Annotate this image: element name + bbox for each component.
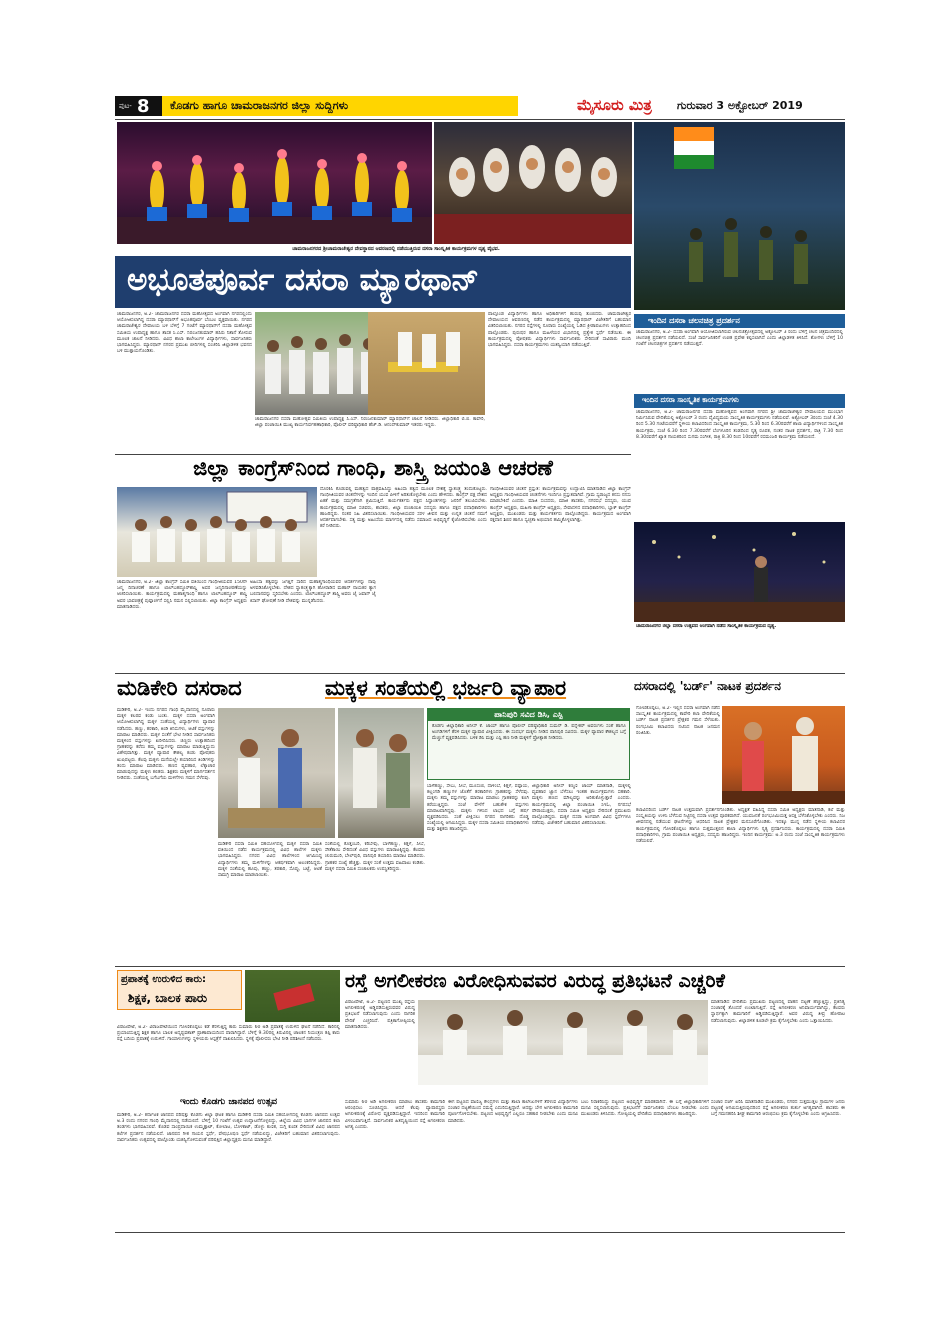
film-box-title: ಇಂದಿನ ದಸರಾ ಚಲನಚಿತ್ರ ಪ್ರದರ್ಶನ <box>648 316 740 325</box>
road-widening-headline: ರಸ್ತೆ ಅಗಲೀಕರಣ ವಿರೋಧಿಸುವವರ ವಿರುದ್ಧ ಪ್ರತಿಭಟನೆ ಎಚ್ಚರಿಕೆ <box>345 970 725 992</box>
marathon-article-col3: ಪಾಲ್ಗೊಂಡ ವಿದ್ಯಾರ್ಥಿಗಳು ಹಾಗೂ ಅಧಿಕಾರಿಗಳಿಗೆ ಹುರುಪು ತುಂಬಿದರು. ಚಾಮರಾಜೇಶ್ವರ ದೇವಾಲಯದ ಆವರಣದಲ್ಲಿ ನಡೆದ ಕಾರ್ಯಕ್ರಮದಲ್ಲಿ ಮ್ಯಾರಥಾನ್ ವಿಜೇತರಿಗೆ ಬಹುಮಾನ ವಿತರಿಸಲಾಯಿತು. ನಗರದ ರಸ್ತೆಗಳಲ್ಲಿ ನೂರಾರು ಸಂಖ್ಯೆಯಲ್ಲಿ ಓಡಿದ ಕ್ರೀಡಾಪಟುಗಳು ಉತ್ಸಾಹದಿಂದ ಪಾಲ್ಗೊಂಡರು. ಪುರುಷರ ಹಾಗೂ ಮಹಿಳೆಯರ ವಿಭಾಗದಲ್ಲಿ ಪ್ರತ್ಯೇಕ ಸ್ಪರ್ಧೆ ನಡೆಯಿತು. ಈ ಕಾರ್ಯಕ್ರಮದಲ್ಲಿ ಪೋಷಕರು ವಿದ್ಯಾರ್ಥಿಗಳು ಸಾರ್ವಜನಿಕರು ಸೇರಿದಂತೆ ಸಾವಿರಾರು ಮಂದಿ ಭಾಗವಹಿಸಿದ್ದರು. ದಸರಾ ಕಾರ್ಯಕ್ರಮಗಳು ಯಶಸ್ವಿಯಾಗಿ ನಡೆಯುತ್ತಿವೆ. <box>488 312 631 349</box>
issue-date: ಗುರುವಾರ 3 ಅಕ್ಟೋಬರ್ 2019 <box>677 99 803 112</box>
film-box-text: ಚಾಮರಾಜನಗರ, ಅ.2- ದಸರಾ ಅಂಗವಾಗಿ ಆಯೋಜಿಸಲಾಗಿರುವ ಚಲನಚಿತ್ರೋತ್ಸವದಲ್ಲಿ ಅಕ್ಟೋಬರ್ 3 ರಂದು ಬೆಳಿಗ್ಗೆ ಚಲನ ಚಿತ್ರಮಂದಿರದಲ್ಲಿ ಚಲನಚಿತ್ರ ಪ್ರದರ್ಶನ ನಡೆಯಲಿದೆ. ಸಂಜೆ ಸಾರ್ವಜನಿಕರಿಗೆ ಉಚಿತ ಪ್ರವೇಶ ಕಲ್ಪಿಸಲಾಗಿದೆ ಎಂದು ಜಿಲ್ಲಾಡಳಿತ ತಿಳಿಸಿದೆ. ಶೋಗಳು ಬೆಳಿಗ್ಗೆ 10 ಗಂಟೆಗೆ ಚಲನಚಿತ್ರಗಳ ಪ್ರದರ್ಶನ ನಡೆಯುತ್ತದೆ. <box>636 330 843 348</box>
madikeri-headline-a: ಮಡಿಕೇರಿ ದಸರಾದ <box>117 676 242 700</box>
stage-photo <box>434 122 632 244</box>
cultural-box-title-bar <box>634 394 845 408</box>
congress-headline: ಜಿಲ್ಲಾ ಕಾಂಗ್ರೆಸ್‌ನಿಂದ ಗಾಂಧಿ, ಶಾಸ್ತ್ರಿ ಜಯಂತಿ ಆಚರಣೆ <box>193 456 553 480</box>
page-number: 8 <box>137 96 150 117</box>
madikeri-article-col1: ಮಡಿಕೇರಿ, ಅ.2- ಇಂದು ನಗರದ ಗಾಂಧಿ ಮೈದಾನದಲ್ಲಿ ನೂರಾರು ಮಕ್ಕಳ ಕಲರವ ಕಂಡು ಬಂತು. ಮಕ್ಕಳ ದಸರಾ ಅಂಗವಾಗಿ ಆಯೋಜಿಸಲಾಗಿದ್ದ ಮಕ್ಕಳ ಸಂತೆಯಲ್ಲಿ ವಿದ್ಯಾರ್ಥಿಗಳು ವ್ಯಾಪಾರ ನಡೆಸಿದರು. ಹಣ್ಣು, ತರಕಾರಿ, ತಿಂಡಿ ತಿನಿಸುಗಳು, ಆಟಿಕೆ ವಸ್ತುಗಳನ್ನು ಮಾರಾಟ ಮಾಡಿದರು. ಮಕ್ಕಳ ಸಂತೆಗೆ ಭೇಟಿ ನೀಡಿದ ಸಾರ್ವಜನಿಕರು ಮಕ್ಕಳಿಂದ ವಸ್ತುಗಳನ್ನು ಖರೀದಿಸಿದರು. ಚಿಣ್ಣರು ಉತ್ಸಾಹದಿಂದ ಗ್ರಾಹಕರನ್ನು ಕರೆದು ತಮ್ಮ ವಸ್ತುಗಳನ್ನು ಮಾರಾಟ ಮಾಡುತ್ತಿದ್ದುದು ವಿಶೇಷವಾಗಿತ್ತು. ಮಕ್ಕಳ ವ್ಯಾಪಾರ ಕೌಶಲ್ಯ ಕಂಡು ಪೋಷಕರು ಖುಷಿಪಟ್ಟರು. ಕೆಲವು ಮಕ್ಕಳು ಮನೆಯಲ್ಲೇ ತಯಾರಿಸಿದ ತಿಂಡಿಗಳನ್ನು ತಂದು ಮಾರಾಟ ಮಾಡಿದರು. ಹಣದ ವ್ಯವಹಾರ, ಲೆಕ್ಕಾಚಾರ ಮಾಡುವುದನ್ನು ಮಕ್ಕಳು ಕಲಿತರು. ಶಿಕ್ಷಕರು ಮಕ್ಕಳಿಗೆ ಮಾರ್ಗದರ್ಶನ ನೀಡಿದರು. ಸಂತೆಯಲ್ಲಿ ಬಗೆಬಗೆಯ ಮಳಿಗೆಗಳು ಗಮನ ಸೆಳೆದವು. <box>117 708 215 782</box>
congress-article-col1: ಚಾಮರಾಜನಗರ, ಅ.2- ಜಿಲ್ಲಾ ಕಾಂಗ್ರೆಸ್ ಸಮಿತಿ ವತಿಯಿಂದ ಗಾಂಧೀಜಿಯವರ 150ನೇ ಜನ್ಮ ದಿನಾಚರಣೆ ಹಾಗೂ ಲಾಲ್‌ಬಹದ್ದೂರ್‌ಶಾಸ್ತ್ರಿ ಅವರ ಜನ್ಮದಿನಾಚರಣೆಯನ್ನು ಆಚರಿಸಲಾಯಿತು. ಕಾರ್ಯಕ್ರಮದಲ್ಲಿ ಮಹಾತ್ಮಗಾಂಧಿ ಹಾಗೂ ಲಾಲ್‌ಬಹದ್ದೂರ್ ಶಾಸ್ತ್ರಿ ಅವರ ಭಾವಚಿತ್ರಕ್ಕೆ ಪುಷ್ಪಾರ್ಚನೆ ಸಲ್ಲಿಸಿ ನಮನ ಸಲ್ಲಿಸಲಾಯಿತು. ಜಿಲ್ಲಾ ಕಾಂಗ್ರೆಸ್ ಅಧ್ಯಕ್ಷರು ಮಾತನಾಡಿದರು. <box>117 580 247 610</box>
madikeri-headline-b: ಮಕ್ಕಳ ಸಂತೆಯಲ್ಲಿ ಭರ್ಜರಿ ವ್ಯಾಪಾರ <box>325 676 567 700</box>
top-photo-caption: ಚಾಮರಾಜನಗರದ ಶ್ರೀಚಾಮರಾಜೇಶ್ವರ ದೇವಸ್ಥಾನದ ಆವರಣದಲ್ಲಿ ನಡೆಯುತ್ತಿರುವ ದಸರಾ ಸಾಂಸ್ಕೃತಿಕ ಕಾರ್ಯಕ್ರಮಗಳ ದೃಶ್ಯ ವೈಭವ. <box>292 246 500 252</box>
bird-drama-headline: ದಸರಾದಲ್ಲಿ 'ಬರ್ಡ್' ನಾಟಕ ಪ್ರದರ್ಶನ <box>634 679 781 693</box>
road-article-col2: ಮಾತನಾಡಿದ ವೇದಿಕೆಯ ಪ್ರಮುಖರು ಪಟ್ಟಣದಲ್ಲಿ ವಾಹನ ದಟ್ಟಣೆ ಹೆಚ್ಚುತ್ತಿದ್ದು, ಪ್ರತಿನಿತ್ಯ ಸಂಚಾರಕ್ಕೆ ತೊಂದರೆ ಉಂಟಾಗುತ್ತಿದೆ. ರಸ್ತೆ ಅಗಲೀಕರಣ ಅನಿವಾರ್ಯವಾಗಿದ್ದು, ಕೆಲವರು ಸ್ವಾರ್ಥಕ್ಕಾಗಿ ಕಾಮಗಾರಿಗೆ ಅಡ್ಡಿಪಡಿಸುತ್ತಿದ್ದಾರೆ. ಅವರ ವಿರುದ್ಧ ತೀವ್ರ ಹೋರಾಟ ನಡೆಸಲಾಗುವುದು. ಜಿಲ್ಲಾಡಳಿತ ಕೂಡಲೇ ಕ್ರಮ ಕೈಗೊಳ್ಳಬೇಕು ಎಂದು ಒತ್ತಾಯಿಸಿದರು. <box>711 1000 845 1024</box>
road-article-col3: ಸುಮಾರು 60 ಅಡಿ ಅಗಲೀಕರಣ ಮಾಡಲು ಶಾಸಕರು ಕಾಮಗಾರಿ ಆರಂಭಿಸಲು ಸೂಚಿಸಿದ್ದರು. ಆದರೆ ಕೆಲವು ವ್ಯಾಪಾರಸ್ಥರು ಅಗಲೀಕರಣಕ್ಕೆ ವಿರೋಧ ವ್ಯಕ್ತಪಡಿಸುತ್ತಿದ್ದಾರೆ. ಇದರಿಂದ ಕಾಮಗಾರಿ ವಿಳಂಬವಾಗುತ್ತಿದೆ. ಸಾರ್ವಜನಿಕರ ಹಿತದೃಷ್ಟಿಯಿಂದ ರಸ್ತೆ ಅಗಲೀಕರಣ ಅಗತ್ಯ ಎಂದರು. <box>345 1100 445 1130</box>
congress-article-col2: ಅಹಿಂಸಾ ತತ್ವವನ್ನು ಜಗತ್ತಿಗೆ ಸಾರಿದ ಮಹಾತ್ಮಗಾಂಧಿಯವರ ಆದರ್ಶಗಳನ್ನು ನಾವು ಅಳವಡಿಸಿಕೊಳ್ಳಬೇಕು. ದೇಶದ ಸ್ವಾತಂತ್ರ್ಯಕ್ಕಾಗಿ ಹೋರಾಡಿದ ಮಹಾನ್ ನಾಯಕರ ತ್ಯಾಗ ಬಲಿದಾನವನ್ನು ಸ್ಮರಿಸಬೇಕು ಎಂದರು. ಲಾಲ್‌ಬಹದ್ದೂರ್ ಶಾಸ್ತ್ರಿ ಅವರು ಜೈ ಜವಾನ್ ಜೈ ಕಿಸಾನ್ ಘೋಷಣೆ ನೀಡಿ ದೇಶವನ್ನು ಮುನ್ನಡೆಸಿದರು. <box>250 580 376 604</box>
masthead: ಮೈಸೂರು ಮಿತ್ರ <box>577 96 652 114</box>
congress-photo <box>117 487 317 577</box>
accident-headline-line2: ಶಿಕ್ಷಕ, ಬಾಲಕ ಪಾರು <box>128 991 208 1005</box>
accident-top-rule <box>115 966 845 967</box>
marathon-article-col1: ಚಾಮರಾಜನಗರ, ಅ.2- ಚಾಮರಾಜನಗರ ದಸರಾ ಮಹೋತ್ಸವದ ಅಂಗವಾಗಿ ನಗರದಲ್ಲಿಂದು ಆಯೋಜಿಸಲಾಗಿದ್ದ ದಸರಾ ಮ್ಯಾರಥಾನ್‌ಗೆ ಅಭೂತಪೂರ್ವ ಬೆಂಬಲ ವ್ಯಕ್ತವಾಯಿತು. ನಗರದ ಚಾಮರಾಜೇಶ್ವರ ದೇವಾಲಯ ಬಳಿ ಬೆಳಿಗ್ಗೆ 7 ಗಂಟೆಗೆ ಮ್ಯಾರಥಾನ್‌ಗೆ ದಸರಾ ಮಹೋತ್ಸವ ಸಮಿತಿಯ ಉಪಾಧ್ಯಕ್ಷ ಹಾಗೂ ಶಾಸಕ ಸಿ.ಎಸ್. ನಿರಂಜನಕುಮಾರ್ ಹಸಿರು ನಿಶಾನೆ ತೋರುವ ಮೂಲಕ ಚಾಲನೆ ನೀಡಿದರು. ವಿವಿಧ ಶಾಲಾ ಕಾಲೇಜುಗಳ ವಿದ್ಯಾರ್ಥಿಗಳು, ಸಾರ್ವಜನಿಕರು ಭಾಗವಹಿಸಿದ್ದರು. ಮ್ಯಾರಥಾನ್ ನಗರದ ಪ್ರಮುಖ ಬೀದಿಗಳಲ್ಲಿ ಸಂಚರಿಸಿ ಜಿಲ್ಲಾಡಳಿತ ಭವನದ ಬಳಿ ಮುಕ್ತಾಯಗೊಂಡಿತು. <box>117 312 252 355</box>
bird-drama-article-col2: ಕಲಾವಿದರಿಂದ ಬರ್ಡ್ ನಾಟಕ ಉತ್ತಮವಾಗಿ ಪ್ರದರ್ಶನಗೊಂಡಿತು. ಅಧ್ಯಕ್ಷತೆ ವಹಿಸಿದ್ದ ದಸರಾ ಸಮಿತಿ ಅಧ್ಯಕ್ಷರು ಮಾತನಾಡಿ, ಕಲೆ ಮತ್ತು ಸಂಸ್ಕೃತಿಯನ್ನು ಉಳಿಸಿ ಬೆಳೆಸುವ ನಿಟ್ಟಿನಲ್ಲಿ ದಸರಾ ಉತ್ಸವ ಪೂರಕವಾಗಿದೆ. ಯುವಜನತೆ ರಂಗಭೂಮಿಯತ್ತ ಆಸಕ್ತಿ ಬೆಳೆಸಿಕೊಳ್ಳಬೇಕು ಎಂದರು. ನಿಜ ಜೀವನದಲ್ಲಿ ನಡೆಯುವ ಘಟನೆಗಳನ್ನು ಆಧರಿಸಿದ ನಾಟಕ ಪ್ರೇಕ್ಷಕರ ಮನಸೂರೆಗೊಂಡಿತು. ಇದಕ್ಕೂ ಮುನ್ನ ನಡೆದ ಸ್ಥಳೀಯ ಕಲಾವಿದರ ಕಾರ್ಯಕ್ರಮದಲ್ಲಿ ಗೋಣಿಕೊಪ್ಪಲು ಹಾಗೂ ಸುತ್ತಮುತ್ತಲಿನ ಶಾಲಾ ವಿದ್ಯಾರ್ಥಿಗಳು ನೃತ್ಯ ಪ್ರದರ್ಶಿಸಿದರು. ಕಾರ್ಯಕ್ರಮದಲ್ಲಿ ದಸರಾ ಸಮಿತಿ ಪದಾಧಿಕಾರಿಗಳು, ಗ್ರಾಮ ಪಂಚಾಯಿತಿ ಅಧ್ಯಕ್ಷರು, ಸದಸ್ಯರು ಹಾಜರಿದ್ದರು. ಇಂದಿನ ಕಾರ್ಯಕ್ರಮ: ಅ.3 ರಂದು ಸಂಜೆ ಸಾಂಸ್ಕೃತಿಕ ಕಾರ್ಯಕ್ರಮಗಳು ನಡೆಯಲಿವೆ. <box>636 808 845 845</box>
folk-festival-headline: ಇಂದು ಕೊಡಗು ಜಾನಪದ ಉತ್ಸವ <box>179 1097 278 1107</box>
madikeri-article-col3: ಸಂತೆಯಲ್ಲಿ ಕೊತ್ತಂಬರಿ, ಕರಿಬೇವು, ಬಾಳೆಹಣ್ಣು, ಕಿತ್ತಳೆ, ಸೀಬೆ, ಸೌತೆಕಾಯಿ ಸೇರಿದಂತೆ ವಿವಿಧ ವಸ್ತುಗಳು ಮಾರಾಟಕ್ಕಿದ್ದವು. ಕೆಲವರು ಚುರುಮುರಿ, ಬೇಲ್‌ಪುರಿ, ಪಾನಿಪುರಿ ತಯಾರಿಸಿ ಮಾರಾಟ ಮಾಡಿದರು. ಗ್ರಾಹಕರ ಸಂಖ್ಯೆ ಹೆಚ್ಚಿತ್ತು. ಮಕ್ಕಳ ಸಂತೆ ಉತ್ತಮ ವಹಿವಾಟು ಕಂಡಿತು. ಮಕ್ಕಳ ದಸರಾ ಸಮಿತಿ ಸಂಚಾಲಕರು ಉಪಸ್ಥಿತರಿದ್ದರು. <box>325 842 425 872</box>
road-article-col1: ವಿರಾಜಪೇಟೆ, ಅ.2- ಪಟ್ಟಣದ ಮುಖ್ಯ ರಸ್ತೆಯ ಅಗಲೀಕರಣಕ್ಕೆ ಅಡ್ಡಿಪಡಿಸುತ್ತಿರುವವರ ವಿರುದ್ಧ ಪ್ರತಿಭಟನೆ ನಡೆಸಲಾಗುವುದು ಎಂದು ನಾಗರಿಕ ವೇದಿಕೆ ಎಚ್ಚರಿಸಿದೆ. ಪತ್ರಿಕಾಗೋಷ್ಠಿಯಲ್ಲಿ ಮಾತನಾಡಿದರು. <box>345 1000 415 1030</box>
concert-caption: ಚಾಮರಾಜನಗರ ಜಿಲ್ಲಾ ದಸರಾ ಉತ್ಸವದ ಅಂಗವಾಗಿ ನಡೆದ ಸಾಂಸ್ಕೃತಿಕ ಕಾರ್ಯಕ್ರಮದ ದೃಶ್ಯ. <box>636 624 777 629</box>
marathon-headline-bar <box>115 256 631 308</box>
film-box-title-bar <box>634 314 845 328</box>
madikeri-article-col5: ಜಿಲ್ಲಾಧಿಕಾರಿ ಅನೀಸ್ ಕಣ್ಮಣಿ ಜಾಯ್ ಮಾತನಾಡಿ, ಮಕ್ಕಳಲ್ಲಿ ವ್ಯವಹಾರ ಜ್ಞಾನ ಬೆಳೆಸಲು ಇಂತಹ ಕಾರ್ಯಕ್ರಮಗಳು ಸಹಕಾರಿ. ಮಕ್ಕಳು ಹಣದ ಮೌಲ್ಯವನ್ನು ಅರಿತುಕೊಳ್ಳುತ್ತಾರೆ ಎಂದರು. ಕಾರ್ಯಕ್ರಮದಲ್ಲಿ ಜಿಲ್ಲಾ ಪಂಚಾಯಿತಿ ಸಿಇಓ, ನಗರಸಭೆ ಪೌರಾಯುಕ್ತರು, ದಸರಾ ಸಮಿತಿ ಅಧ್ಯಕ್ಷರು ಸೇರಿದಂತೆ ಪ್ರಮುಖರು ಪಾಲ್ಗೊಂಡಿದ್ದರು. ಮಕ್ಕಳ ದಸರಾ ಅಂಗವಾಗಿ ವಿವಿಧ ಸ್ಪರ್ಧೆಗಳೂ ನಡೆದವು. ವಿಜೇತರಿಗೆ ಬಹುಮಾನ ವಿತರಿಸಲಾಯಿತು. <box>532 784 631 827</box>
officials-photo <box>338 708 424 838</box>
bird-drama-article-col1: ಗೋಣಿಕೊಪ್ಪಲು, ಅ.2- ಇಲ್ಲಿನ ದಸರಾ ಅಂಗವಾಗಿ ನಡೆದ ಸಾಂಸ್ಕೃತಿಕ ಕಾರ್ಯಕ್ರಮದಲ್ಲಿ ಕಾವೇರಿ ಕಲಾ ವೇದಿಕೆಯಲ್ಲಿ ಬರ್ಡ್ ನಾಟಕ ಪ್ರದರ್ಶನ ಪ್ರೇಕ್ಷಕರ ಗಮನ ಸೆಳೆಯಿತು. ರಂಗಭೂಮಿ ಕಲಾವಿದರು ನಟಿಸಿದ ನಾಟಕ ಜನಮನ ರಂಜಿಸಿತು. <box>636 706 720 736</box>
panipuri-box-title: ಪಾನಿಪುರಿ ಸವಿದ ಡಿಸಿ, ಎಸ್ಪಿ <box>428 709 629 721</box>
road-article-col6: ಸಂಚಾರ ದರ್ಜೆ ಏರಿಸಿ ಮಾತನಾಡಿದ ಮುಖಂಡರು, ನಗರದ ಸುತ್ತಮುತ್ತಲ ಗ್ರಾಮಗಳ ಜನರು ಪಟ್ಟಣಕ್ಕೆ ಆಗಮಿಸುತ್ತಿರುವುದರಿಂದ ರಸ್ತೆ ಅಗಲೀಕರಣ ತುರ್ತು ಅಗತ್ಯವಾಗಿದೆ. ಶಾಸಕರು ಈ ಬಗ್ಗೆ ಗಮನಹರಿಸಿ ಶೀಘ್ರ ಕಾಮಗಾರಿ ಆರಂಭಿಸಲು ಕ್ರಮ ಕೈಗೊಳ್ಳಬೇಕು ಎಂದು ಆಗ್ರಹಿಸಿದರು. <box>711 1100 845 1118</box>
congress-top-rule <box>115 454 631 455</box>
page-number-badge <box>115 96 162 116</box>
army-dance-photo <box>634 122 845 310</box>
accident-headline-line1: ಪ್ರಪಾತಕ್ಕೆ ಉರುಳಿದ ಕಾರು: <box>121 974 207 985</box>
page-bottom-rule <box>115 1232 845 1233</box>
panipuri-box <box>427 708 630 780</box>
madikeri-article-col4: ಬಾಳೆಹಣ್ಣು, ಸೇಬು, ಸೀಬೆ, ಮೂಸಂಬಿ, ದಾಳಿಂಬೆ, ಕಿತ್ತಳೆ, ಪಪ್ಪಾಯ, ಕಲ್ಲಂಗಡಿ ಹಣ್ಣುಗಳ ಜೊತೆಗೆ ತರಕಾರಿಗಳು ಗ್ರಾಹಕರನ್ನು ಸೆಳೆದವು. ಮಕ್ಕಳು ತಮ್ಮ ವಸ್ತುಗಳನ್ನು ಮಾರಾಟ ಮಾಡಲು ಗ್ರಾಹಕರನ್ನು ಕೂಗಿ ಕರೆಯುತ್ತಿದ್ದರು. ಸಂಜೆ ವೇಳೆಗೆ ಬಹುತೇಕ ವಸ್ತುಗಳು ಮಾರಾಟವಾಗಿದ್ದವು. ಮಕ್ಕಳು ಗಳಿಸಿದ ಲಾಭದ ಬಗ್ಗೆ ಹರ್ಷ ವ್ಯಕ್ತಪಡಿಸಿದರು. ಸಂತೆ ವೀಕ್ಷಿಸಲು ನಗರದ ನಾಗರಿಕರು ದೊಡ್ಡ ಸಂಖ್ಯೆಯಲ್ಲಿ ಆಗಮಿಸಿದ್ದರು. ಮಕ್ಕಳ ದಸರಾ ಸಮಿತಿಯ ಪದಾಧಿಕಾರಿಗಳು ಮತ್ತು ಶಿಕ್ಷಕರು ಹಾಜರಿದ್ದರು. <box>427 784 529 833</box>
accident-headline-box <box>117 970 242 1010</box>
children-market-photo <box>218 708 335 838</box>
accident-article: ವಿರಾಜಪೇಟೆ, ಅ.2- ವಿರಾಜಪೇಟೆಯಿಂದ ಗೋಣಿಕೊಪ್ಪಲು ಕಡೆ ತೆರಳುತ್ತಿದ್ದ ಕಾರು ಸುಮಾರು 60 ಅಡಿ ಪ್ರಪಾತಕ್ಕೆ ಉರುಳಿದ ಘಟನೆ ನಡೆದಿದೆ. ಕಾರಿನಲ್ಲಿ ಪ್ರಯಾಣಿಸುತ್ತಿದ್ದ ಶಿಕ್ಷಕ ಹಾಗೂ ಬಾಲಕ ಅದೃಷ್ಟವಶಾತ್ ಪ್ರಾಣಾಪಾಯದಿಂದ ಪಾರಾಗಿದ್ದಾರೆ. ಬೆಳಿಗ್ಗೆ 9.30ರಲ್ಲಿ ತಿರುವಿನಲ್ಲಿ ಚಾಲಕನ ನಿಯಂತ್ರಣ ತಪ್ಪಿ ಕಾರು ರಸ್ತೆ ಬದಿಯ ಪ್ರಪಾತಕ್ಕೆ ಉರುಳಿದೆ. ಗಾಯಾಳುಗಳನ್ನು ಸ್ಥಳೀಯರು ಆಸ್ಪತ್ರೆಗೆ ದಾಖಲಿಸಿದರು. ಸ್ಥಳಕ್ಕೆ ಪೊಲೀಸರು ಭೇಟಿ ನೀಡಿ ಪರಿಶೀಲನೆ ನಡೆಸಿದರು. <box>117 1025 340 1043</box>
accident-photo <box>245 970 340 1022</box>
madikeri-article-col2: ಮಡಿಕೇರಿ ದಸರಾ ಸಮಿತಿ ಸಹಯೋಗದಲ್ಲಿ ಮಕ್ಕಳ ದಸರಾ ಸಮಿತಿ ವತಿಯಿಂದ ನಡೆದ ಕಾರ್ಯಕ್ರಮದಲ್ಲಿ ವಿವಿಧ ಶಾಲೆಗಳ ಮಕ್ಕಳು ಭಾಗವಹಿಸಿದ್ದರು. ನಗರದ ವಿವಿಧ ಶಾಲೆಗಳಿಂದ ಆಗಮಿಸಿದ್ದ ವಿದ್ಯಾರ್ಥಿಗಳು ತಮ್ಮ ಮಳಿಗೆಗಳನ್ನು ಆಕರ್ಷಕವಾಗಿ ಅಲಂಕರಿಸಿದ್ದರು. ಮಕ್ಕಳ ಸಂತೆಯಲ್ಲಿ ಹೂವು, ಹಣ್ಣು, ತರಕಾರಿ, ಸೊಪ್ಪು, ಬಟ್ಟೆ, ಆಟಿಕೆ ಸಾಮಗ್ರಿ ಮಾರಾಟ ಮಾಡಲಾಯಿತು. <box>218 842 322 879</box>
dance-photo <box>117 122 432 244</box>
page-header <box>115 96 845 118</box>
section-title: ಕೊಡಗು ಹಾಗೂ ಚಾಮರಾಜನಗರ ಜಿಲ್ಲಾ ಸುದ್ದಿಗಳು <box>170 99 349 112</box>
cultural-box-text: ಚಾಮರಾಜನಗರ, ಅ.2- ಚಾಮರಾಜನಗರ ದಸರಾ ಮಹೋತ್ಸವದ ಅಂಗವಾಗಿ ನಗರದ ಶ್ರೀ ಚಾಮರಾಜೇಶ್ವರ ದೇವಾಲಯದ ಮುಂಭಾಗ ನಿರ್ಮಿಸಿರುವ ವೇದಿಕೆಯಲ್ಲಿ ಅಕ್ಟೋಬರ್ 3 ರಂದು ವೈವಿಧ್ಯಮಯ ಸಾಂಸ್ಕೃತಿಕ ಕಾರ್ಯಕ್ರಮಗಳು ನಡೆಯಲಿವೆ. ಅಕ್ಟೋಬರ್ 3ರಂದು ಸಂಜೆ 4.30 ರಿಂದ 5.30 ಗಂಟೆಯವರೆಗೆ ಸ್ಥಳೀಯ ಕಲಾವಿದರಿಂದ ಸಾಂಸ್ಕೃತಿಕ ಕಾರ್ಯಕ್ರಮ, 5.30 ರಿಂದ 6.30ರವರೆಗೆ ಶಾಲಾ ವಿದ್ಯಾರ್ಥಿಗಳಿಂದ ಸಾಂಸ್ಕೃತಿಕ ಕಾರ್ಯಕ್ರಮ, ಸಂಜೆ 6.30 ರಿಂದ 7.30ರವರೆಗೆ ಬೆಂಗಳೂರಿನ ತಂಡದಿಂದ ನೃತ್ಯ ರೂಪಕ, ನಂತರ ನಾಟಕ ಪ್ರದರ್ಶನ, ರಾತ್ರಿ 7.30 ರಿಂದ 8.30ರವರೆಗೆ ಖ್ಯಾತ ಗಾಯಕರಿಂದ ಸುಗಮ ಸಂಗೀತ, ರಾತ್ರಿ 8.30 ರಿಂದ 10ರವರೆಗೆ ರಸಮಂಜರಿ ಕಾರ್ಯಕ್ರಮ ನಡೆಯಲಿದೆ. <box>636 410 843 440</box>
folk-festival-article: ಮಡಿಕೇರಿ, ಅ.2- ಕರ್ನಾಟಕ ಜಾನಪದ ಪರಿಷತ್ತು ಕೊಡಗು ಜಿಲ್ಲಾ ಘಟಕ ಹಾಗೂ ಮಡಿಕೇರಿ ದಸರಾ ಸಮಿತಿ ಸಹಯೋಗದಲ್ಲಿ ಕೊಡಗು ಜಾನಪದ ಉತ್ಸವ ಅ.3 ರಂದು ನಗರದ ಗಾಂಧಿ ಮೈದಾನದಲ್ಲಿ ನಡೆಯಲಿದೆ. ಬೆಳಿಗ್ಗೆ 10 ಗಂಟೆಗೆ ಉತ್ಸವ ಉದ್ಘಾಟನೆಗೊಳ್ಳಲಿದ್ದು, ಜಿಲ್ಲೆಯ ವಿವಿಧ ಭಾಗಗಳ ಜಾನಪದ ಕಲಾ ತಂಡಗಳು ಭಾಗವಹಿಸಲಿವೆ. ಕೊಡವ ಸಾಂಪ್ರದಾಯಿಕ ಉಮ್ಮತ್ತಾಟ್, ಕೋಲಾಟ, ಬೊಳಕಾಟ್, ಡೊಳ್ಳು ಕುಣಿತ, ಸುಗ್ಗಿ ಕುಣಿತ ಸೇರಿದಂತೆ ವಿವಿಧ ಜಾನಪದ ಕಲೆಗಳ ಪ್ರದರ್ಶನ ನಡೆಯಲಿದೆ. ಜಾನಪದ ಗೀತ ಗಾಯನ ಸ್ಪರ್ಧೆ, ವೇಷಭೂಷಣ ಸ್ಪರ್ಧೆ ನಡೆಯಲಿದ್ದು, ವಿಜೇತರಿಗೆ ಬಹುಮಾನ ವಿತರಿಸಲಾಗುವುದು. ಸಾರ್ವಜನಿಕರು ಉತ್ಸವದಲ್ಲಿ ಪಾಲ್ಗೊಂಡು ಯಶಸ್ವಿಗೊಳಿಸುವಂತೆ ಪರಿಷತ್ತಿನ ಜಿಲ್ಲಾಧ್ಯಕ್ಷರು ಮನವಿ ಮಾಡಿದ್ದಾರೆ. <box>117 1113 340 1143</box>
congress-article-col3: ದೊರಕಿಸಿ ಕೊಡುವಲ್ಲಿ ಮಹತ್ವದ ಪಾತ್ರವಹಿಸಿದ್ದು ಅಹಿಂಸಾ ತತ್ವದ ಮೂಲಕ ದೇಶಕ್ಕೆ ಸ್ವಾತಂತ್ರ್ಯ ತಂದುಕೊಟ್ಟರು. ಗಾಂಧೀಜಿಯವರ ಚಿಂತನೆಗಳನ್ನು ಇಂದಿನ ಯುವ ಪೀಳಿಗೆ ಅರಿತುಕೊಳ್ಳಬೇಕು ಎಂದು ಹೇಳಿದರು. ಕಾಂಗ್ರೆಸ್ ಪಕ್ಷ ದೇಶದ ಏಕತೆ ಮತ್ತು ಸಮಗ್ರತೆಗಾಗಿ ಶ್ರಮಿಸುತ್ತಿದೆ. ಕಾರ್ಯಕರ್ತರು ಪಕ್ಷದ ಸಿದ್ಧಾಂತಗಳನ್ನು ಜನರಿಗೆ ತಲುಪಿಸಬೇಕು. ಕಾರ್ಯಕ್ರಮದಲ್ಲಿ ಮಾಜಿ ಸಚಿವರು, ಶಾಸಕರು, ಜಿಲ್ಲಾ ಪಂಚಾಯಿತಿ ಸದಸ್ಯರು ಹಾಗೂ ಪಕ್ಷದ ಪದಾಧಿಕಾರಿಗಳು ಹಾಜರಿದ್ದರು. ನಂತರ ಸಿಹಿ ವಿತರಿಸಲಾಯಿತು. ಗಾಂಧೀಜಿಯವರ ಸರಳ ಜೀವನ ಮತ್ತು ಉನ್ನತ ಚಿಂತನೆ ನಮಗೆ ಆದರ್ಶವಾಗಬೇಕು. ಸತ್ಯ ಮತ್ತು ಅಹಿಂಸೆಯ ಮಾರ್ಗದಲ್ಲಿ ನಡೆದು ಸಮಾಜದ ಅಭಿವೃದ್ಧಿಗೆ ಕೈಜೋಡಿಸಬೇಕು ಎಂದು ಕರೆ ನೀಡಿದರು. <box>320 487 487 530</box>
press-meet-photo <box>418 1000 708 1085</box>
marathon-article-col2: ಚಾಮರಾಜನಗರ ದಸರಾ ಮಹೋತ್ಸವ ಸಮಿತಿಯ ಉಪಾಧ್ಯಕ್ಷ ಸಿ.ಎಸ್. ನಿರಂಜನಕುಮಾರ್ ಮ್ಯಾರಥಾನ್‌ಗೆ ಚಾಲನೆ ನೀಡಿದರು. ಜಿಲ್ಲಾಧಿಕಾರಿ ಬಿ.ಬಿ. ಕಾವೇರಿ, ಜಿಲ್ಲಾ ಪಂಚಾಯಿತಿ ಮುಖ್ಯ ಕಾರ್ಯನಿರ್ವಹಣಾಧಿಕಾರಿ, ಪೊಲೀಸ್ ವರಿಷ್ಠಾಧಿಕಾರಿ ಹೆಚ್.ಡಿ. ಆನಂದ್‌ಕುಮಾರ್ ಇತರರು ಇದ್ದರು. <box>255 417 485 429</box>
concert-photo <box>634 522 845 622</box>
marathon-road-photo <box>368 312 485 415</box>
section-title-bar <box>162 96 518 116</box>
madikeri-top-rule <box>115 673 845 674</box>
header-rule <box>115 119 845 120</box>
bird-drama-photo <box>722 706 845 804</box>
page-label: ಪುಟ- <box>119 102 132 110</box>
marathon-headline: ಅಭೂತಪೂರ್ವ ದಸರಾ ಮ್ಯಾರಥಾನ್ <box>127 262 479 298</box>
panipuri-box-text: ಕೊಡಗು ಜಿಲ್ಲಾಧಿಕಾರಿ ಅನೀಸ್ ಕೆ. ಜಾಯ್ ಹಾಗೂ ಪೊಲೀಸ್ ವರಿಷ್ಠಾಧಿಕಾರಿ ಸುಮನ್ ಡಿ. ಪನ್ನೇಕರ್ ಅವರುಗಳು ಸಂತೆ ಹಾಗೂ ಅಂಗಡಿಗಳಿಗೆ ತೆರಳಿ ಮಕ್ಕಳ ವ್ಯಾಪಾರ ವೀಕ್ಷಿಸಿದರು. ಈ ಸಂದರ್ಭ ಮಕ್ಕಳು ನೀಡಿದ ಪಾನಿಪುರಿ ಸವಿದರು. ಮಕ್ಕಳ ವ್ಯಾಪಾರ ಕೌಶಲ್ಯದ ಬಗ್ಗೆ ಮೆಚ್ಚುಗೆ ವ್ಯಕ್ತಪಡಿಸಿದರು. ಬಳಿಕ ಡಿಸಿ ಮತ್ತು ಎಸ್ಪಿ ಹಣ ನೀಡಿ ಮಕ್ಕಳಿಗೆ ಪ್ರೋತ್ಸಾಹ ನೀಡಿದರು. <box>432 724 626 742</box>
road-article-col5: ಬಲು ನಿರಾಕರಿಸಿದ್ದು ಪಟ್ಟಣದ ಅಭಿವೃದ್ಧಿಗೆ ಮಾರಕವಾಗಿದೆ. ಈ ಬಗ್ಗೆ ಜಿಲ್ಲಾಧಿಕಾರಿಗಳಿಗೆ ಮನವಿ ಸಲ್ಲಿಸಲಾಗುವುದು. ಪ್ರತಿಭಟನೆಗೆ ಸಾರ್ವಜನಿಕರು ಬೆಂಬಲ ನೀಡಬೇಕು ಎಂದು ಮುಖಂಡರು ತಿಳಿಸಿದರು. ಗೋಷ್ಠಿಯಲ್ಲಿ ವೇದಿಕೆಯ ಪದಾಧಿಕಾರಿಗಳು ಹಾಜರಿದ್ದರು. <box>581 1100 709 1118</box>
cultural-box-title: ಇಂದಿನ ದಸರಾ ಸಾಂಸ್ಕೃತಿಕ ಕಾರ್ಯಕ್ರಮಗಳು <box>642 396 739 404</box>
congress-article-col4: ಗಾಂಧೀಜಿಯವರ ಚಿಂತನೆ ಪ್ರಸ್ತುತ: ಕಾರ್ಯಕ್ರಮವನ್ನು ಉದ್ಘಾಟಿಸಿ ಮಾತನಾಡಿದ ಜಿಲ್ಲಾ ಕಾಂಗ್ರೆಸ್ ಅಧ್ಯಕ್ಷರು ಗಾಂಧೀಜಿಯವರ ಚಿಂತನೆಗಳು ಇಂದಿಗೂ ಪ್ರಸ್ತುತವಾಗಿವೆ. ಗ್ರಾಮ ಸ್ವರಾಜ್ಯದ ಕನಸು ನನಸು ಮಾಡಬೇಕಿದೆ ಎಂದರು. ಮಾಜಿ ಸಂಸದರು, ಮಾಜಿ ಶಾಸಕರು, ನಗರಸಭೆ ಸದಸ್ಯರು, ಯುವ ಕಾಂಗ್ರೆಸ್ ಅಧ್ಯಕ್ಷರು, ಮಹಿಳಾ ಕಾಂಗ್ರೆಸ್ ಅಧ್ಯಕ್ಷರು, ಸೇವಾದಳದ ಪದಾಧಿಕಾರಿಗಳು, ಬ್ಲಾಕ್ ಕಾಂಗ್ರೆಸ್ ಅಧ್ಯಕ್ಷರು, ಮುಖಂಡರು ಮತ್ತು ಕಾರ್ಯಕರ್ತರು ಪಾಲ್ಗೊಂಡಿದ್ದರು. ಕಾರ್ಯಕ್ರಮದ ಅಂಗವಾಗಿ ರಕ್ತದಾನ ಶಿಬಿರ ಹಾಗೂ ಸ್ವಚ್ಛತಾ ಅಭಿಯಾನ ಹಮ್ಮಿಕೊಳ್ಳಲಾಗಿತ್ತು. <box>490 487 631 524</box>
road-article-col4: ಈಗ ಪಟ್ಟಣದ ವಾಣಿಜ್ಯ ಕೇಂದ್ರಗಳು ಮತ್ತು ಶಾಲಾ ಕಾಲೇಜುಗಳಿಗೆ ತೆರಳುವ ವಿದ್ಯಾರ್ಥಿಗಳು ಸಂಚಾರ ದಟ್ಟಣೆಯಿಂದ ಸಮಸ್ಯೆ ಎದುರಿಸುತ್ತಿದ್ದಾರೆ. ಆದಷ್ಟು ಬೇಗ ಅಗಲೀಕರಣ ಕಾಮಗಾರಿ ಪೂರ್ಣಗೊಳಿಸಬೇಕು. ಪಟ್ಟಣದ ಅಭಿವೃದ್ಧಿಗೆ ಎಲ್ಲರೂ ಸಹಕಾರ ನೀಡಬೇಕು ಎಂದು ಮನವಿ ಮಾಡಿದರು. <box>448 1100 578 1124</box>
